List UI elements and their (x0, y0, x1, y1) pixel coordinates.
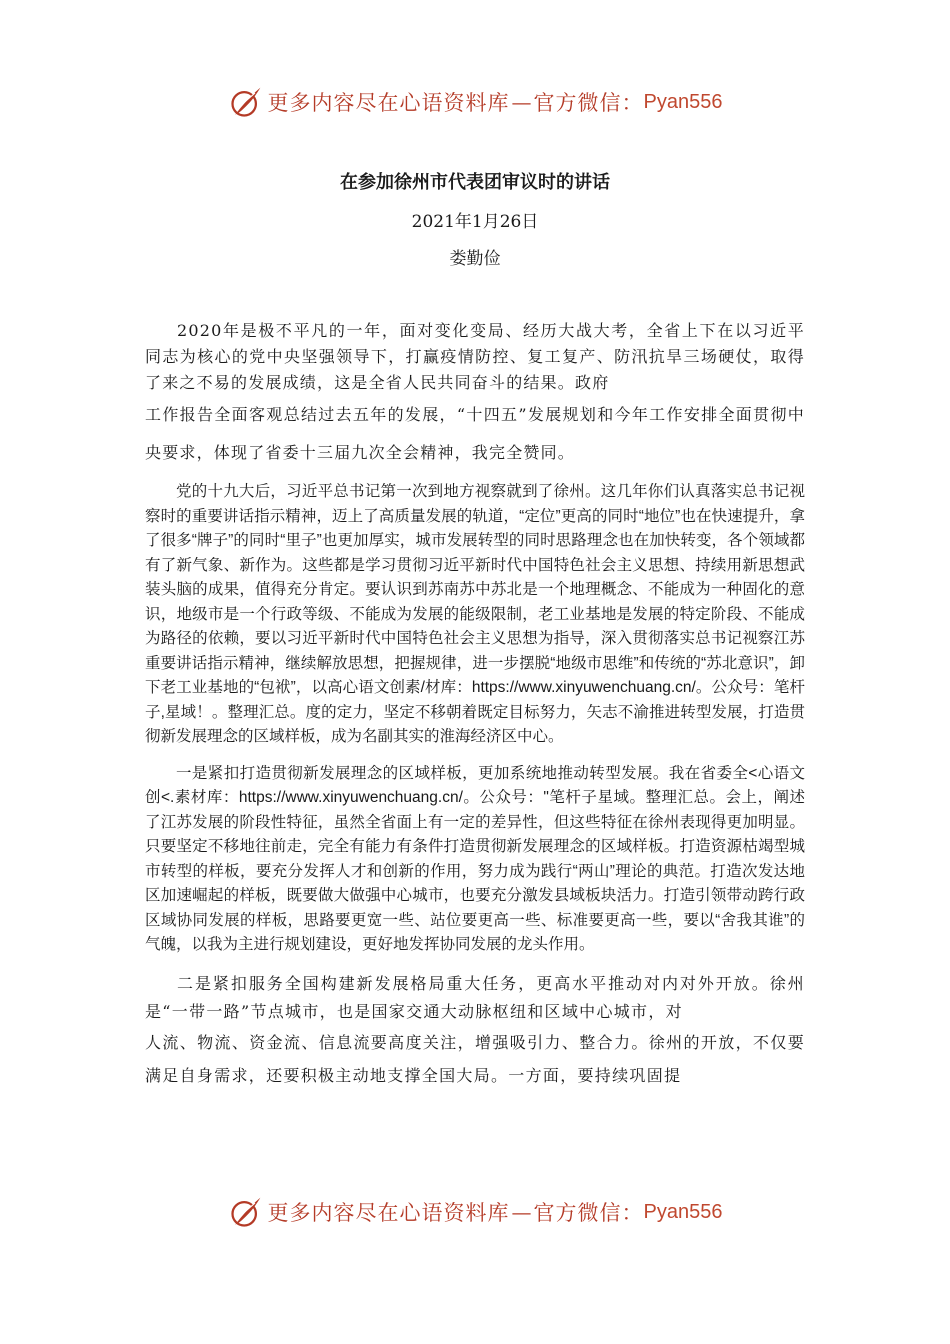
watermark-contact-label: 官方微信： (533, 91, 644, 115)
paragraph-2: 党的十九大后，习近平总书记第一次到地方视察就到了徐州。这几年你们认真落实总书记视察时的重要讲话指示精神，迈上了高质量发展的轨道，“定位”更高的同时“地位”也在快速提升，拿了很多“牌子”的同时“里子”也更加厚实，城市发展转型的同时思路理念也在加快转变，各个领域都有了新气象、新作为。这些都是学习贯彻习近平新时代中国特色社会主义思想、持续用新思想武装头脑的成果，值得充分肯定。要认识到苏南苏中苏北是一个地理概念、不能成为一种固化的意识，地级市是一个行政等级、不能成为发展的能级限制，老工业基地是发展的特定阶段、不能成为路径的依赖，要以习近平新时代中国特色社会主义思想为指导，深入贯彻落实总书记视察江苏重要讲话指示精神，继续解放思想，把握规律，进一步摆脱“地级市思维”和传统的“苏北意识”，卸下老工业基地的“包袱”，以高心语文创素/材库：https://www.xinyuwenchuang.cn/。公众号：笔杆子,星域！。整理汇总。度的定力，坚定不移朝着既定目标努力，矢志不渝推进转型发展，打造贯彻新发展理念的区域样板，成为名副其实的淮海经济区中心。 (145, 483, 805, 745)
watermark-id: Pyan556 (643, 90, 723, 113)
watermark-main-text: 更多内容尽在心语资料库 (267, 91, 510, 115)
watermark-id: Pyan556 (643, 1200, 723, 1223)
watermark-banner-bottom (0, 1192, 950, 1232)
paragraph-1: 2020年是极不平凡的一年，面对变化变局、经历大战大考，全省上下在以习近平同志为核心的党中央坚强领导下，打赢疫情防控、复工复产、防汛抗旱三场硬仗，取得了来之不易的发展成绩，这是全省人民共同奋斗的结果。政府 (145, 321, 805, 392)
paragraph-3: 一是紧扣打造贯彻新发展理念的区域样板，更加系统地推动转型发展。我在省委全<心语文创<.素材库：https://www.xinyuwenchuang.cn/。公众号："笔杆子星域。整理汇总。会上，阐述了江苏发展的阶段性特征，虽然全省面上有一定的差异性，但这些特征在徐州表现得更加明显。只要坚定不移地往前走，完全有能力有条件打造贯彻新发展理念的区域样板。打造资源枯竭型城市转型的样板，要充分发挥人才和创新的作用，努力成为践行“两山”理论的典范。打造次发达地区加速崛起的样板，既要做大做强中心城市，也要充分激发县域板块活力。打造引领带动跨行政区域协同发展的样板，思路要更宽一些、站位要更高一些、标准要更高一些，要以“舍我其谁”的气魄，以我为主进行规划建设，更好地发挥协同发展的龙头作用。 (145, 764, 805, 953)
watermark-main-text: 更多内容尽在心语资料库 (267, 1201, 510, 1225)
watermark-contact-label: 官方微信： (533, 1201, 644, 1225)
feather-logo-icon (228, 84, 264, 120)
watermark-separator: — (511, 1200, 532, 1224)
paragraph-4: 二是紧扣服务全国构建新发展格局重大任务，更高水平推动对内对外开放。徐州是“一带一路”节点城市，也是国家交通大动脉枢纽和区域中心城市，对 (145, 973, 805, 1021)
watermark-banner-top (0, 82, 950, 122)
document-date: 2021年1月26日 (411, 212, 539, 232)
paragraph-4-continued: 人流、物流、资金流、信息流要高度关注，增强吸引力、整合力。徐州的开放，不仅要满足自身需求，还要积极主动地支撑全国大局。一方面，要持续巩固提 (145, 1032, 805, 1085)
paragraph-1-continued: 工作报告全面客观总结过去五年的发展，“十四五”发展规划和今年工作安排全面贯彻中央要求，体现了省委十三届九次全会精神，我完全赞同。 (145, 405, 805, 462)
document-author: 娄勤俭 (449, 249, 501, 269)
document-body (145, 318, 805, 1092)
watermark-separator: — (511, 90, 532, 114)
feather-logo-icon (228, 1194, 264, 1230)
document-title: 在参加徐州市代表团审议时的讲话 (340, 172, 610, 193)
